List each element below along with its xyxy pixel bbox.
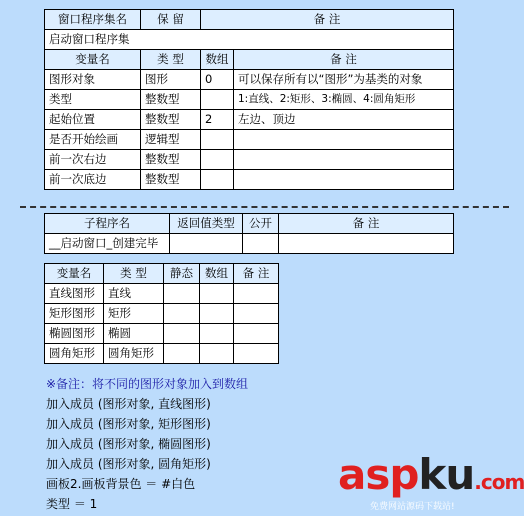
header-local-name: 变量名 [45,264,104,284]
var-type: 整数型 [141,150,201,170]
header-local-type: 类 型 [104,264,164,284]
var-remark: 左边、顶边 [234,110,454,130]
table-row [45,344,279,364]
header-sub-name: 子程序名 [45,214,170,234]
table-row [45,70,454,90]
sub-program-name: __启动窗口_创建完毕 [45,234,170,254]
logo-text: aspku.com [338,450,524,499]
header-set-name: 窗口程序集名 [45,10,141,30]
table-row [45,304,279,324]
table-row [45,110,454,130]
code-line: 加入成员 (图形对象, 椭圆图形) [46,437,211,451]
window-set-name: 启动窗口程序集 [45,30,454,50]
sub-return-type [170,234,243,254]
logo-subtitle: 免费网站源码下载站! [370,502,455,512]
table-row [45,90,454,110]
header-local-remark: 备 注 [234,264,279,284]
var-type: 图形 [141,70,201,90]
code-block [46,374,248,514]
local-table-header [45,264,279,284]
var-remark: 1:直线、2:矩形、3:椭圆、4:圆角矩形 [234,90,454,110]
sub-table-header [45,214,454,234]
local-type: 矩形 [104,304,164,324]
code-line: 加入成员 (图形对象, 矩形图形) [46,417,211,431]
var-type: 整数型 [141,90,201,110]
var-type: 整数型 [141,170,201,190]
sub-program-row [45,234,454,254]
code-line: 加入成员 (图形对象, 直线图形) [46,397,211,411]
var-type: 整数型 [141,110,201,130]
section-divider [20,206,509,208]
header-return-type: 返回值类型 [170,214,243,234]
table-row [45,130,454,150]
var-name: 是否开始绘画 [45,130,141,150]
local-type: 直线 [104,284,164,304]
var-type: 逻辑型 [141,130,201,150]
code-line: 画板2.画板背景色 ＝ #白色 [46,477,196,491]
var-name: 图形对象 [45,70,141,90]
var-table-header [45,50,454,70]
var-array [201,130,234,150]
header-var-type: 类 型 [141,50,201,70]
sub-public [243,234,279,254]
var-name: 前一次右边 [45,150,141,170]
code-remark: ※备注：将不同的图形对象加入到数组 [46,377,249,391]
sub-remark [279,234,454,254]
var-name: 前一次底边 [45,170,141,190]
var-remark: 可以保存所有以“图形”为基类的对象 [234,70,454,90]
window-table-header [45,10,454,30]
window-set-row [45,30,454,50]
local-type: 椭圆 [104,324,164,344]
var-array [201,150,234,170]
header-sub-remark: 备 注 [279,214,454,234]
window-program-set-table [44,9,454,190]
local-var-table [44,263,279,364]
var-remark [234,150,454,170]
table-row [45,150,454,170]
sub-program-table [44,213,454,254]
table-row [45,170,454,190]
var-array: 2 [201,110,234,130]
code-line: 加入成员 (图形对象, 圆角矩形) [46,457,211,471]
local-type: 圆角矩形 [104,344,164,364]
header-local-static: 静态 [164,264,200,284]
local-name: 矩形图形 [45,304,104,324]
aspku-watermark-logo [330,450,524,516]
table-row [45,284,279,304]
var-name: 起始位置 [45,110,141,130]
header-reserved: 保 留 [141,10,201,30]
header-var-name: 变量名 [45,50,141,70]
var-array: 0 [201,70,234,90]
var-remark [234,170,454,190]
var-remark [234,130,454,150]
header-var-remark: 备 注 [234,50,454,70]
header-local-array: 数组 [200,264,234,284]
header-public: 公开 [243,214,279,234]
code-line: 类型 ＝ 1 [46,497,98,511]
local-name: 直线图形 [45,284,104,304]
var-array [201,170,234,190]
table-row [45,324,279,344]
var-array [201,90,234,110]
header-var-array: 数组 [201,50,234,70]
var-name: 类型 [45,90,141,110]
local-name: 椭圆图形 [45,324,104,344]
local-name: 圆角矩形 [45,344,104,364]
header-remark: 备 注 [201,10,454,30]
